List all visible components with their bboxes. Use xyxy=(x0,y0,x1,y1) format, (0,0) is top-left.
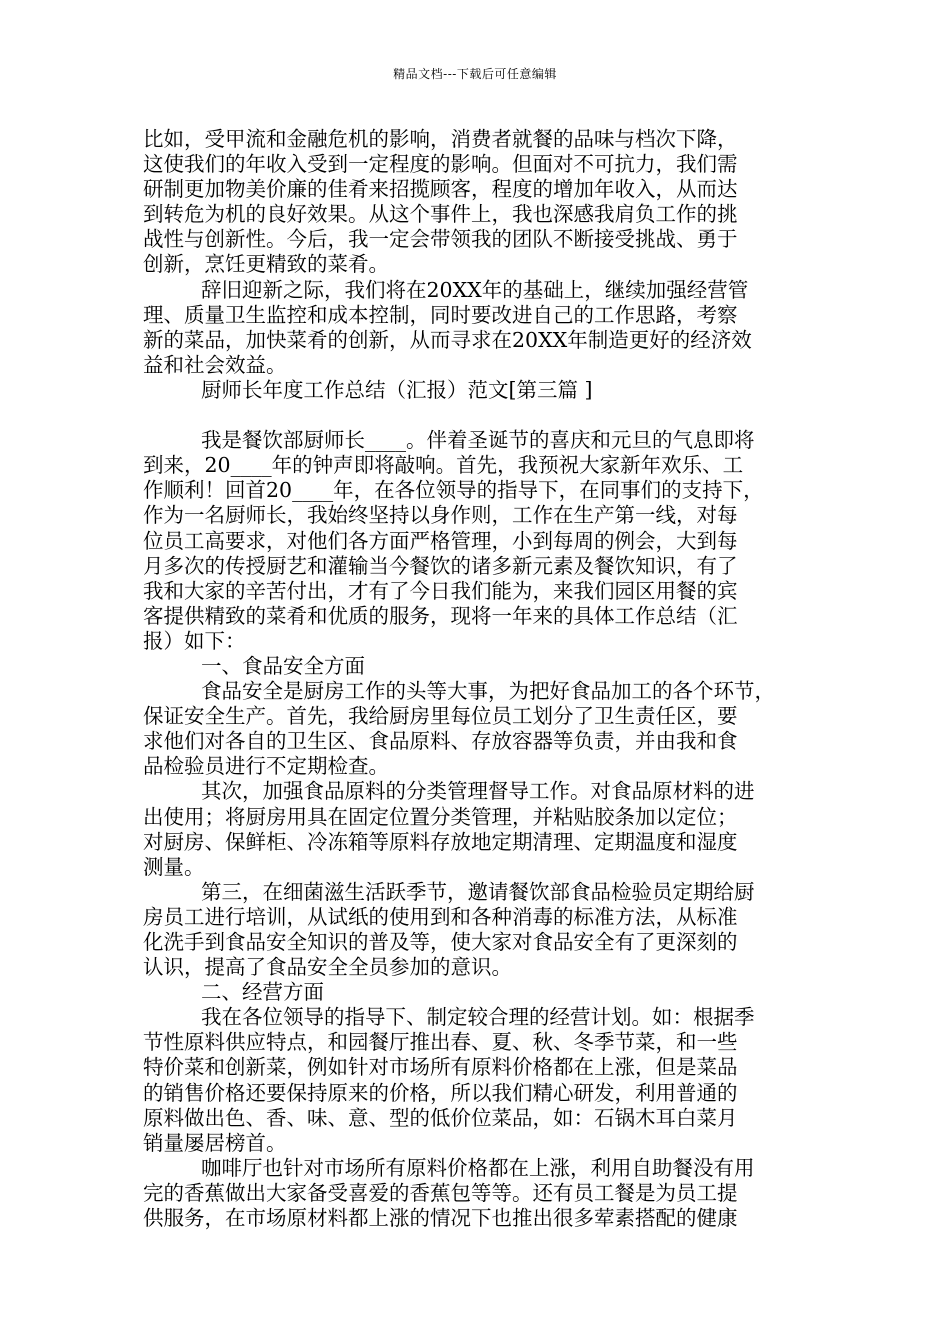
text-line: 比如，受甲流和金融危机的影响，消费者就餐的品味与档次下降， xyxy=(143,127,738,151)
document-body xyxy=(143,127,813,1231)
text-line: 供服务，在市场原材料都上涨的情况下也推出很多荤素搭配的健康 xyxy=(143,1206,738,1231)
text-line: 这使我们的年收入受到一定程度的影响。但面对不可抗力，我们需 xyxy=(143,152,738,177)
text-line: 求他们对各自的卫生区、食品原料、存放容器等负责，并由我和食 xyxy=(143,729,738,754)
text-line: 完的香蕉做出大家备受喜爱的香蕉包等等。还有员工餐是为员工提 xyxy=(143,1180,738,1205)
text-line: 辞旧迎新之际，我们将在20XX年的基础上，继续加强经营管 xyxy=(201,277,749,302)
text-line: 益和社会效益。 xyxy=(143,352,287,377)
text-line: 对厨房、保鲜柜、冷冻箱等原料存放地定期清理、定期温度和湿度 xyxy=(143,829,738,854)
text-line: 新的菜品，加快菜肴的创新，从而寻求在20XX年制造更好的经济效 xyxy=(143,327,752,352)
text-line: 节性原料供应特点，和园餐厅推出春、夏、秋、冬季节菜，和一些 xyxy=(143,1030,738,1055)
text-line: 咖啡厅也针对市场所有原料价格都在上涨，利用自助餐没有用 xyxy=(201,1155,755,1180)
text-line: 我在各位领导的指导下、制定较合理的经营计划。如：根据季 xyxy=(201,1005,755,1030)
text-line: 我和大家的辛苦付出，才有了今日我们能为，来我们园区用餐的宾 xyxy=(143,578,738,603)
text-line: 我是餐饮部厨师长____。伴着圣诞节的喜庆和元旦的气息即将 xyxy=(201,428,755,453)
text-line: 第三，在细菌滋生活跃季节，邀请餐饮部食品检验员定期给厨 xyxy=(201,879,755,904)
text-line: 到来，20____年的钟声即将敲响。首先，我预祝大家新年欢乐、工 xyxy=(143,453,744,478)
text-line: 其次，加强食品原料的分类管理督导工作。对食品原材料的进 xyxy=(201,779,755,804)
text-line: 战性与创新性。今后，我一定会带领我的团队不断接受挑战、勇于 xyxy=(143,227,738,252)
text-line: 销量屡居榜首。 xyxy=(143,1130,287,1155)
text-line: 作为一名厨师长，我始终坚持以身作则，工作在生产第一线，对每 xyxy=(143,503,738,528)
text-line: 测量。 xyxy=(143,854,205,879)
text-line: 保证安全生产。首先，我给厨房里每位员工划分了卫生责任区，要 xyxy=(143,704,738,729)
text-line: 报）如下： xyxy=(143,628,246,653)
text-line: 月多次的传授厨艺和灌输当今餐饮的诸多新元素及餐饮知识，有了 xyxy=(143,553,738,578)
text-line: 作顺利！回首20____年，在各位领导的指导下，在同事们的支持下， xyxy=(143,478,764,503)
text-line: 理、质量卫生监控和成本控制，同时要改进自己的工作思路，考察 xyxy=(143,302,738,327)
page-header: 精品文档---下载后可任意编辑 xyxy=(393,67,557,81)
text-line: 厨师长年度工作总结（汇报）范文[第三篇 ] xyxy=(201,377,593,402)
text-line: 食品安全是厨房工作的头等大事，为把好食品加工的各个环节， xyxy=(201,679,775,704)
text-line: 化洗手到食品安全知识的普及等，使大家对食品安全有了更深刻的 xyxy=(143,930,738,954)
text-line: 的销售价格还要保持原来的价格，所以我们精心研发，利用普通的 xyxy=(143,1080,738,1105)
text-line: 位员工高要求，对他们各方面严格管理，小到每周的例会，大到每 xyxy=(143,528,738,553)
blank-line xyxy=(143,403,813,428)
text-line: 房员工进行培训，从试纸的使用到和各种消毒的标准方法，从标准 xyxy=(143,904,738,929)
text-line: 特价菜和创新菜，例如针对市场所有原料价格都在上涨，但是菜品 xyxy=(143,1055,738,1080)
text-line: 认识，提高了食品安全全员参加的意识。 xyxy=(143,955,512,980)
text-line: 二、经营方面 xyxy=(201,980,324,1005)
text-line: 品检验员进行不定期检查。 xyxy=(143,754,389,779)
text-line: 到转危为机的良好效果。从这个事件上，我也深感我肩负工作的挑 xyxy=(143,202,738,227)
text-line: 研制更加物美价廉的佳肴来招揽顾客，程度的增加年收入，从而达 xyxy=(143,177,738,202)
text-line: 一、食品安全方面 xyxy=(201,653,365,678)
text-line: 创新，烹饪更精致的菜肴。 xyxy=(143,252,389,277)
text-line: 客提供精致的菜肴和优质的服务，现将一年来的具体工作总结（汇 xyxy=(143,603,738,628)
text-line: 原料做出色、香、味、意、型的低价位菜品，如：石锅木耳白菜月 xyxy=(143,1105,738,1130)
text-line: 出使用；将厨房用具在固定位置分类管理，并粘贴胶条加以定位； xyxy=(143,804,738,829)
